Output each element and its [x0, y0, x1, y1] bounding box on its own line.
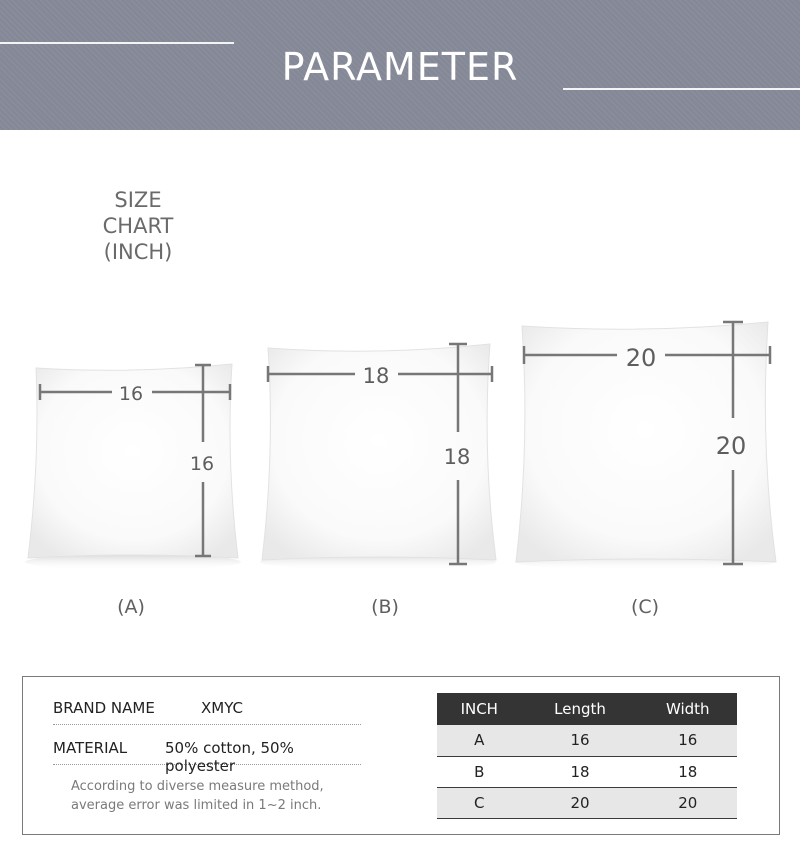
- pillow-a-width-label: 16: [118, 383, 144, 405]
- size-chart-unit: (INCH): [103, 240, 173, 264]
- size-table-cell: C: [437, 787, 522, 818]
- pillow-a-label: (A): [117, 596, 145, 618]
- banner-title: PARAMETER: [281, 45, 519, 89]
- pillow-c-label: (C): [630, 596, 660, 618]
- size-table-header-row: [437, 693, 737, 725]
- pillow-b-width-label: 18: [362, 364, 390, 388]
- size-table-header-inch: INCH: [437, 693, 522, 725]
- material-row: [53, 735, 361, 775]
- size-table-row: [437, 725, 737, 756]
- brand-row: [53, 695, 361, 725]
- size-table-cell: 20: [638, 787, 737, 818]
- pillow-c-width-label: 20: [625, 344, 657, 372]
- size-table-row: [437, 787, 737, 818]
- pillow-b: [260, 344, 496, 618]
- brand-value: XMYC: [201, 699, 244, 717]
- pillow-c-height-label: 20: [715, 432, 747, 460]
- material-key: MATERIAL: [53, 739, 128, 757]
- size-table-cell: 16: [522, 725, 639, 756]
- size-chart-title: SIZE CHART: [102, 188, 174, 238]
- size-table-cell: B: [437, 756, 522, 787]
- size-table: [437, 693, 737, 819]
- size-table-row: [437, 756, 737, 787]
- brand-key: BRAND NAME: [53, 699, 155, 717]
- pillow-b-label: (B): [371, 596, 399, 618]
- size-table-header-length: Length: [522, 693, 639, 725]
- size-table-cell: 18: [638, 756, 737, 787]
- size-table-header-width: Width: [638, 693, 737, 725]
- pillow-a: [25, 364, 241, 618]
- measurement-note: [71, 777, 371, 815]
- pillow-a-height-label: 16: [189, 453, 215, 475]
- size-table-cell: 16: [638, 725, 737, 756]
- pillow-c: [515, 322, 776, 618]
- material-value: 50% cotton, 50% polyester: [165, 739, 294, 775]
- measurement-note-line-2: average error was limited in 1~2 inch.: [71, 798, 322, 813]
- size-table-cell: A: [437, 725, 522, 756]
- size-table-cell: 20: [522, 787, 639, 818]
- size-table-cell: 18: [522, 756, 639, 787]
- measurement-note-line-1: According to diverse measure method,: [71, 779, 324, 794]
- product-info-box: [22, 676, 780, 835]
- pillow-b-height-label: 18: [443, 445, 471, 469]
